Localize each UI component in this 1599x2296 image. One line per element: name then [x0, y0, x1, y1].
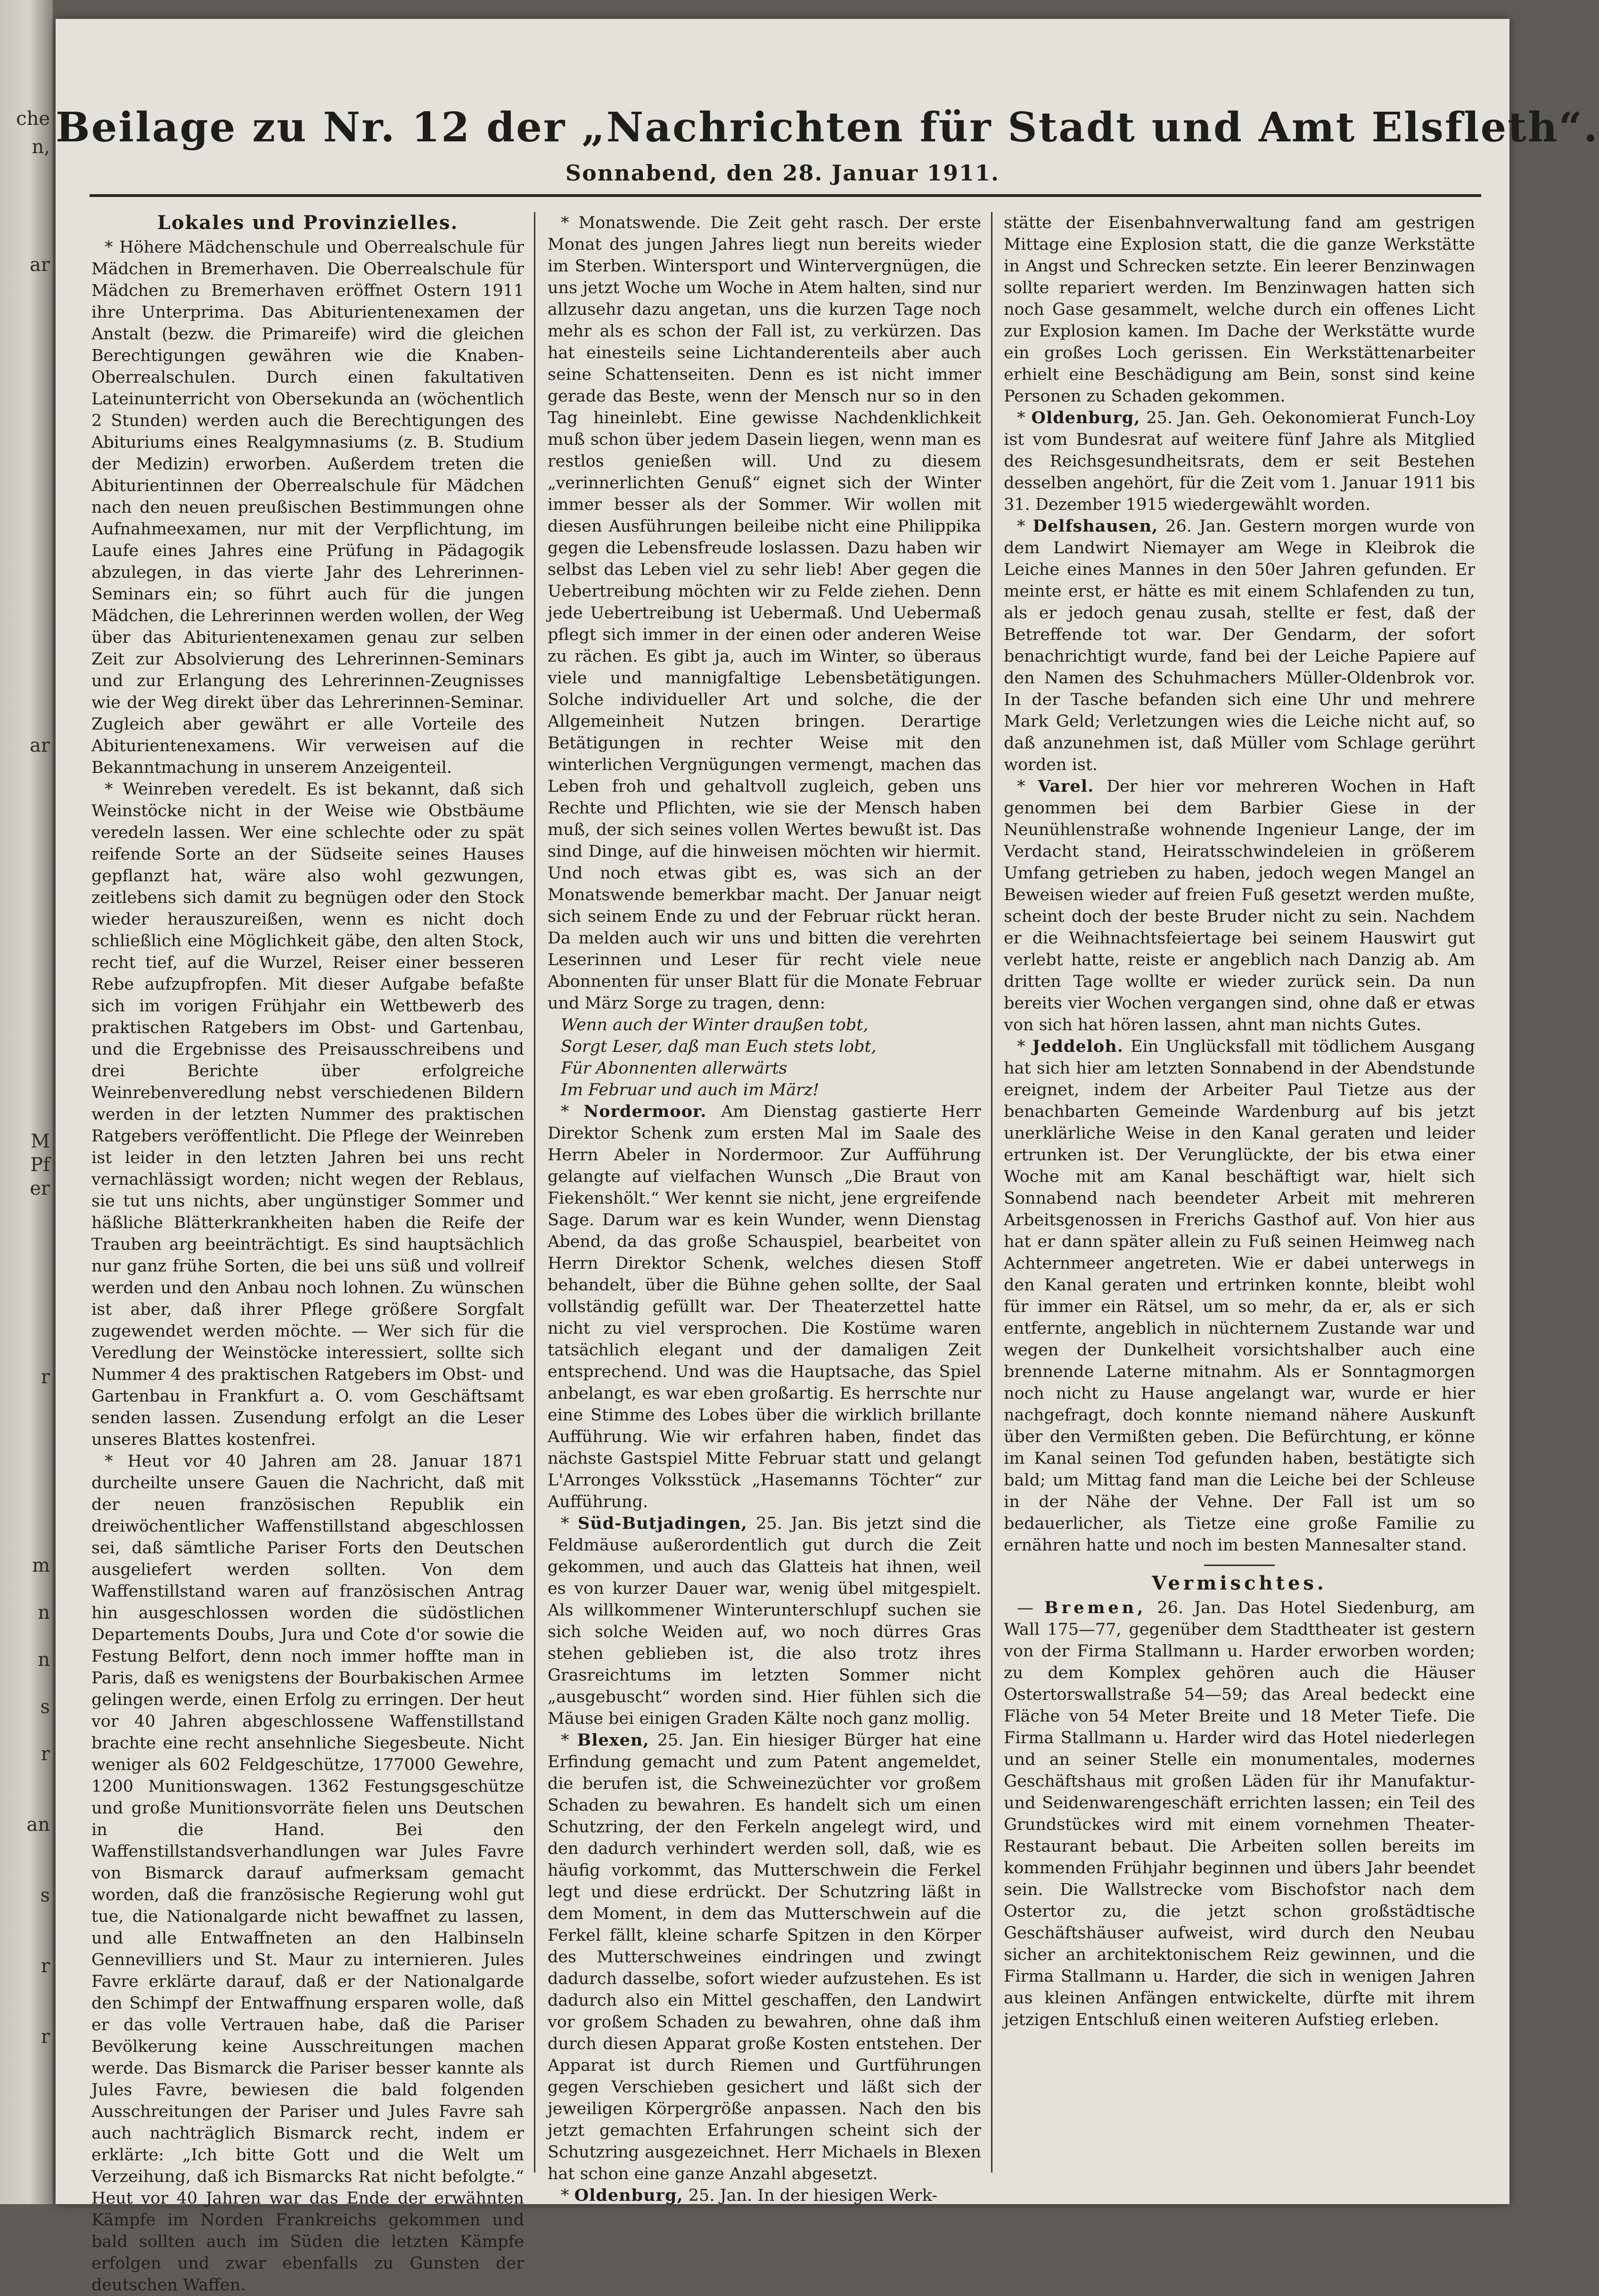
verse-line: Im Februar und auch im März! [561, 1081, 820, 1099]
section-title-local: Lokales und Provinzielles. [157, 212, 459, 234]
article-text: 26. Jan. Gestern morgen wurde von dem Landwirt Niemayer am Wege in Kleibrok die Leiche eines Mannes in den 50er Jahren gefunden. Er meinte erst, er hätte es mit einem Schlafenden zu tun, als er jedoch genau zusah, stellte er fest, daß der Betreffende tot war. Der Gendarm, der sofort benachrichtigt wurde, fand bei der Leiche Papiere auf den Namen des Schuhmachers Müller-Oldenbrok vor. In der Tasche befanden sich eine Uhr und mehrere Mark Geld; Verletzungen wies die Leiche nicht auf, so daß anzunehmen ist, daß Müller vom Schlage gerührt worden ist. [1004, 517, 1475, 774]
issue-date: Sonnabend, den 28. Januar 1911. [565, 160, 1000, 186]
dateline-place: Delfshausen, [1033, 517, 1158, 536]
article-jeddeloh: * Jeddeloh. Ein Unglücksfall mit tödlichem Ausgang hat sich hier am letzten Sonnabend in der Abendstunde ereignet, indem der Arbeiter Paul Tietze aus der benachbarten Gemeinde Wardenburg auf bis jetzt unerklärliche Weise in den Kanal geraten und leider ertrunken ist. Der Verunglückte, der bis etwa einer Woche mit am Kanal beschäftigt war, hielt sich Sonnabend nach beendeter Arbeit mit mehreren Arbeitsgenossen in Frerichs Gasthof auf. Von hier aus hat er dann später allein zu Fuß seinen Heimweg nach Achternmeer angetreten. Wie er dabei unterwegs in den Kanal geraten und ertrinken konnte, bleibt wohl für immer ein Rätsel, um so mehr, da er, als er sich entfernte, angeblich in nüchternem Zustande war und wegen der Dunkelheit vorsichtshalber auch eine brennende Laterne mitnahm. Als er Sonntagmorgen noch nicht zu Hause angelangt war, wurde er hier nachgefragt, doch konnte niemand nähere Auskunft über den Vermißten geben. Die Befürchtung, er könne im Kanal seinen Tod gefunden haben, bestätigte sich bald; um Mittag fand man die Leiche bei der Schleuse in der Nähe der Vehne. Der Fall ist um so bedauerlicher, als Tietze eine große Familie zu ernähren hatte und noch im besten Mannesalter stand. [1004, 1037, 1475, 1555]
dateline-place: Bremen, [1044, 1598, 1147, 1617]
article-varel: * Varel. Der hier vor mehreren Wochen in Haft genommen bei dem Barbier Giese in der Neunühlenstraße wohnende Ingenieur Lange, der im Verdacht stand, Heiratsschwindeleien in größerem Umfang getrieben zu haben, jedoch wegen Mangel an Beweisen wieder auf freien Fuß gesetzt werden mußte, scheint doch der beste Bruder nicht zu sein. Nachdem er die Weihnachtsfeiertage bei seinem Hauswirt gut verlebt hatte, reiste er angeblich nach Danzig ab. Am dritten Tage wollte er wieder zurück sein. Da nun bereits vier Wochen vergangen sind, ohne daß er etwas von sich hat hören lassen, ahnt man nichts Gutes. [1004, 777, 1475, 1034]
previous-page-edge [0, 0, 53, 2204]
article-text: 25. Jan. Bis jetzt sind die Feldmäuse außerordentlich gut durch die Zeit gekommen, und auch das Glatteis hat ihnen, weil es von kurzer Dauer war, wenig übel mitgespielt. Als willkommener Winterunterschlupf suchen sie sich solche Weiden auf, wo noch dürres Gras stehen geblieben ist, die also trotz ihres Grasreichtums im letzten Sommer nicht „ausgebuscht“ worden sind. Hier fühlen sich die Mäuse bei einigen Graden Kälte noch ganz mollig. [548, 1514, 981, 1728]
margin-fragment: r [41, 1743, 50, 1765]
header-rule [90, 194, 1481, 197]
margin-fragment: m [32, 1555, 50, 1576]
dateline-place: Blexen, [577, 1730, 649, 1750]
margin-fragment: M [31, 1131, 50, 1152]
margin-fragment: Pf [30, 1154, 50, 1176]
margin-fragment: che [16, 108, 50, 130]
dateline-place: Oldenburg, [574, 2186, 683, 2205]
article-text: 26. Jan. Das Hotel Siedenburg, am Wall 175—77, gegenüber dem Stadttheater ist gestern von der Firma Stallmann u. Harder erworben worden; zu dem Komplex gehören auch die Häuser Ostertorswallstraße 54—59; das Areal bedeckt eine Fläche von 54 Meter Breite und 18 Meter Tiefe. Die Firma Stallmann u. Harder wird das Hotel niederlegen und an seiner Stelle ein monumentales, modernes Geschäftshaus mit großen Läden für ihr Manufaktur- und Seidenwarengeschäft errichten lassen; ein Teil des Grundstückes wird mit einem vornehmen Theater-Restaurant bebaut. Die Arbeiten sollen bereits im kommenden Frühjahr beginnen und übers Jahr beendet sein. Die Wallstrecke vom Bischofstor nach dem Ostertor zu, die jetzt schon großstädtische Geschäftshäuser aufweist, wird durch den Neubau sicher an architektonischem Reiz gewinnen, und die Firma Stallmann u. Harder, die sich in wenigen Jahren aus kleinen Anfängen entwickelte, dürfte mit ihrem jetzigen Entschluß einen weiteren Aufstieg erleben. [1004, 1599, 1475, 2029]
article-maedchenschule: * Höhere Mädchenschule und Oberrealschule für Mädchen in Bremerhaven. Die Oberrealschule für Mädchen zu Bremerhaven eröffnet Ostern 1911 ihre Unterprima. Das Abiturientenexamen der Anstalt (bezw. die Primareife) wird die gleichen Berechtigungen gewähren wie die Knaben-Oberrealschulen. Durch einen fakultativen Lateinunterricht von Obersekunda an (wöchentlich 2 Stunden) werden auch die Berechtigungen des Abituriums eines Realgymnasiums (z. B. Studium der Medizin) erworben. Außerdem treten die Abiturientinnen der Oberrealschule für Mädchen nach den neuen preußischen Bestimmungen ohne Aufnahmeexamen, nur mit der Verpflichtung, im Laufe eines Jahres eine Prüfung in Pädagogik abzulegen, in das vierte Jahr des Lehrerinnen-Seminars ein; so führt auch für die jungen Mädchen, die Lehrerinnen werden wollen, der Weg über das Abiturientenexamen genau zur selben Zeit zur Absolvierung des Lehrerinnen-Seminars und zur Erlangung des Lehrerinnen-Zeugnisses wie der Weg direkt über das Lehrerinnen-Seminar. Zugleich aber gewährt er alle Vorteile des Abiturientenexamens. Wir verweisen auf die Bekanntmachung in unserem Anzeigenteil. [91, 238, 524, 777]
column-1 [91, 212, 524, 2295]
article-sued-butjadingen: * Süd-Butjadingen, 25. Jan. Bis jetzt sind die Feldmäuse außerordentlich gut durch die Zeit gekommen, und auch das Glatteis hat ihnen, weil es von kurzer Dauer war, wenig übel mitgespielt. Als willkommener Winterunterschlupf suchen sie sich solche Weiden auf, wo noch dürres Gras stehen geblieben ist, die also trotz ihres Grasreichtums im letzten Sommer nicht „ausgebuscht“ worden sind. Hier fühlen sich die Mäuse bei einigen Graden Kälte noch ganz mollig. [548, 1514, 981, 1728]
margin-fragment: n [38, 1649, 50, 1671]
margin-fragment: r [41, 2026, 50, 2048]
column-divider [991, 212, 992, 2173]
column-3 [1004, 212, 1475, 2173]
margin-fragment: n [38, 1602, 50, 1624]
margin-fragment: ar [30, 254, 50, 276]
article-bremen: — Bremen, 26. Jan. Das Hotel Siedenburg, am Wall 175—77, gegenüber dem Stadttheater ist gestern von der Firma Stallmann u. Harder erworben worden; zu dem Komplex gehören auch die Häuser Ostertorswallstraße 54—59; das Areal bedeckt eine Fläche von 54 Meter Breite und 18 Meter Tiefe. Die Firma Stallmann u. Harder wird das Hotel niederlegen und an seiner Stelle ein monumentales, modernes Geschäftshaus mit großen Läden für ihr Manufaktur- und Seidenwarengeschäft errichten lassen; ein Teil des Grundstückes wird mit einem vornehmen Theater-Restaurant bebaut. Die Arbeiten sollen bereits im kommenden Frühjahr beginnen und übers Jahr beendet sein. Die Wallstrecke vom Bischofstor nach dem Ostertor zu, die jetzt schon großstädtische Geschäftshäuser aufweist, wird durch den Neubau sicher an architektonischem Reiz gewinnen, und die Firma Stallmann u. Harder, die sich in wenigen Jahren aus kleinen Anfängen entwickelte, dürfte mit ihrem jetzigen Entschluß einen weiteren Aufstieg erleben. [1004, 1598, 1475, 2029]
newspaper-page [56, 19, 1599, 2295]
article-oldenburg-werkstatt: * Oldenburg, 25. Jan. In der hiesigen Werk- [561, 2186, 938, 2205]
section-divider [1204, 1565, 1275, 1566]
article-oldenburg-funch-loy: * Oldenburg, 25. Jan. Geh. Oekonomierat Funch-Loy ist vom Bundesrat auf weitere fünf Jahre als Mitglied des Reichsgesundheitsrats, dem er seit Bestehen desselben angehört, für die Zeit vom 1. Januar 1911 bis 31. Dezember 1915 wiedergewählt worden. [1004, 408, 1475, 514]
verse-line: Wenn auch der Winter draußen tobt, [561, 1016, 869, 1034]
verse-line: Sorgt Leser, daß man Euch stets lobt, [561, 1037, 877, 1056]
article-text: Der hier vor mehreren Wochen in Haft genommen bei dem Barbier Giese in der Neunühlenstraße wohnende Ingenieur Lange, der im Verdacht stand, Heiratsschwindeleien in größerem Umfang getrieben zu haben, jedoch wegen Mangel an Beweisen wieder auf freien Fuß gesetzt werden mußte, scheint doch der beste Bruder nicht zu sein. Nachdem er die Weihnachtsfeiertage bei seinem Hauswirt gut verlebt hatte, reiste er angeblich nach Danzig ab. Am dritten Tage wollte er wieder zurück sein. Da nun bereits vier Wochen vergangen sind, ohne daß er etwas von sich hat hören lassen, ahnt man nichts Gutes. [1004, 777, 1475, 1034]
article-text: 25. Jan. In der hiesigen Werk- [688, 2186, 938, 2205]
article-text: Am Dienstag gastierte Herr Direktor Schenk zum ersten Mal im Saale des Herrn Abeler in Nordermoor. Zur Aufführung gelangte auf vielfachen Wunsch „Die Braut von Fiekenshölt.“ Wer kennt sie nicht, jene ergreifende Sage. Darum war es kein Wunder, wenn Dienstag Abend, da das große Schauspiel, bearbeitet von Herrn Direktor Schenk, welches diesen Stoff behandelt, über die Bühne gehen sollte, der Saal vollständig gefüllt war. Der Theaterzettel hatte nicht zu viel versprochen. Die Kostüme waren tatsächlich elegant und der damaligen Zeit entsprechend. Und was die Hauptsache, das Spiel anbelangt, es war eben großartig. Es herrschte nur eine Stimme des Lobes über die wirklich brillante Aufführung. Wie wir erfahren haben, findet das nächste Gastspiel Mitte Februar statt und gelangt L'Arronges Volksstück „Hasemanns Töchter“ zur Aufführung. [548, 1102, 981, 1511]
margin-fragment: er [30, 1178, 50, 1199]
column-divider [534, 212, 535, 2173]
article-blexen: * Blexen, 25. Jan. Ein hiesiger Bürger hat eine Erfindung gemacht und zum Patent angemeldet, die berufen ist, die Schweinezüchter vor großem Schaden zu bewahren. Es handelt sich um einen Schutzring, der den Ferkeln angelegt wird, und den dadurch verhindert werden soll, daß, wie es häufig vorkommt, das Mutterschwein die Ferkel legt und diese erdrückt. Der Schutzring läßt in dem Moment, in dem das Mutterschwein auf die Ferkel fällt, kleine scharfe Spitzen in den Körper des Mutterschweines eindringen und zwingt dadurch dasselbe, sofort wieder aufzustehen. Es ist dadurch also ein Mittel geschaffen, den Landwirt vor großem Schaden zu bewahren, ohne daß ihm durch diesen Apparat große Kosten entstehen. Der Apparat ist durch Riemen und Gurtführungen gegen Verschieben gesichert und läßt sich der jeweiligen Körpergröße anpassen. Nach den bis jetzt gemachten Erfahrungen scheint sich der Schutzring ausgezeichnet. Herr Michaels in Blexen hat schon eine ganze Anzahl abgesetzt. [548, 1730, 981, 2183]
margin-fragment: s [40, 1696, 50, 1718]
margin-fragment: r [41, 1366, 50, 1388]
margin-fragment: n, [32, 136, 50, 158]
column-2 [548, 212, 981, 2205]
margin-fragment: r [41, 1955, 50, 1977]
dateline-place: Jeddeloh. [1032, 1037, 1123, 1056]
article-oldenburg-continued: stätte der Eisenbahnverwaltung fand am gestrigen Mittage eine Explosion statt, die die ganze Werkstätte in Angst und Schrecken setzte. Ein leerer Benzinwagen sollte repariert werden. Im Benzinwagen hatten sich noch Gase gesammelt, welche durch ein offenes Licht zur Explosion kamen. Im Dache der Werkstätte wurde ein großes Loch gerissen. Ein Werkstättenarbeiter erhielt eine Beschädigung am Bein, sonst sind keine Personen zu Schaden gekommen. [1004, 213, 1475, 406]
dateline-place: Varel. [1038, 777, 1094, 796]
margin-fragment: an [26, 1814, 50, 1836]
section-title-misc: Vermischtes. [1152, 1572, 1327, 1594]
margin-fragment: s [40, 1885, 50, 1906]
article-text: 25. Jan. Ein hiesiger Bürger hat eine Erfindung gemacht und zum Patent angemeldet, die berufen ist, die Schweinezüchter vor großem Schaden zu bewahren. Es handelt sich um einen Schutzring, der den Ferkeln angelegt wird, und den dadurch verhindert werden soll, daß, wie es häufig vorkommt, das Mutterschwein die Ferkel legt und diese erdrückt. Der Schutzring läßt in dem Moment, in dem das Mutterschwein auf die Ferkel fällt, kleine scharfe Spitzen in den Körper des Mutterschweines eindringen und zwingt dadurch dasselbe, sofort wieder aufzustehen. Es ist dadurch also ein Mittel geschaffen, den Landwirt vor großem Schaden zu bewahren, ohne daß ihm durch diesen Apparat große Kosten entstehen. Der Apparat ist durch Riemen und Gurtführungen gegen Verschieben gesichert und läßt sich der jeweiligen Körpergröße anpassen. Nach den bis jetzt gemachten Erfahrungen scheint sich der Schutzring ausgezeichnet. Herr Michaels in Blexen hat schon eine ganze Anzahl abgesetzt. [548, 1731, 981, 2183]
article-text: Ein Unglücksfall mit tödlichem Ausgang hat sich hier am letzten Sonnabend in der Abendstunde ereignet, indem der Arbeiter Paul Tietze aus der benachbarten Gemeinde Wardenburg auf bis jetzt unerklärliche Weise in den Kanal geraten und leider ertrunken ist. Der Verunglückte, der bis etwa einer Woche mit am Kanal beschäftigt war, hielt sich Sonnabend nach beendeter Arbeit mit mehreren Arbeitsgenossen in Frerichs Gasthof auf. Von hier aus hat er dann später allein zu Fuß seinen Heimweg nach Achternmeer angetreten. Wie er dabei unterwegs in den Kanal geraten und ertrinken konnte, bleibt wohl für immer ein Rätsel, um so mehr, da er, als er sich entfernte, angeblich in nüchternem Zustande war und wegen der Dunkelheit vorsichtshalber auch eine brennende Laterne mitnahm. Als er Sonntagmorgen noch nicht zu Hause angelangt war, wurde er hier nachgefragt, doch konnte niemand nähere Auskunft über den Vermißten geben. Die Befürchtung, er könne im Kanal seinen Tod gefunden haben, bestätigte sich bald; um Mittag fand man die Leiche bei der Schleuse in der Nähe der Vehne. Der Fall ist um so bedauerlicher, als Tietze eine große Familie zu ernähren hatte und noch im besten Mannesalter stand. [1004, 1037, 1475, 1555]
article-text: 25. Jan. Geh. Oekonomierat Funch-Loy ist vom Bundesrat auf weitere fünf Jahre als Mitglied des Reichsgesundheitsrats, dem er seit Bestehen desselben angehört, für die Zeit vom 1. Januar 1911 bis 31. Dezember 1915 wiedergewählt worden. [1004, 409, 1475, 514]
article-monatswende: * Monatswende. Die Zeit geht rasch. Der erste Monat des jungen Jahres liegt nun bereits wieder im Sterben. Wintersport und Wintervergnügen, die uns jetzt Woche um Woche in Atem halten, sind nur allzusehr dazu angetan, uns die kurzen Tage noch mehr als es schon der Fall ist, zu verkürzen. Das hat einesteils seine Lichtanderenteils aber auch seine Schattenseiten. Denn es ist nicht immer gerade das Beste, wenn der Mensch nur so in den Tag hineinlebt. Eine gewisse Nachdenklichkeit muß schon über jedem Dasein liegen, wenn man es restlos genießen will. Und zu diesem „verinnerlichten Genuß“ eignet sich der Winter immer besser als der Sommer. Wir wollen mit diesen Ausführungen beileibe nicht eine Philippika gegen die Lebensfreude loslassen. Dazu haben wir selbst das Leben viel zu sehr lieb! Aber gegen die Uebertreibung möchten wir zu Felde ziehen. Denn jede Uebertreibung ist Uebermaß. Und Uebermaß pflegt sich immer in der einen oder anderen Weise zu rächen. Es gibt ja, auch im Winter, so überaus viele und mannigfaltige Lebensbetätigungen. Solche individueller Art und solche, die der Allgemeinheit Nutzen bringen. Derartige Betätigungen in rechter Weise mit den winterlichen Vergnügungen vermengt, machen das Leben froh und gehaltvoll zugleich, geben uns Rechte und Pflichten, wie sie der Mensch haben muß, der sich seines vollen Wertes bewußt ist. Das sind Dinge, auf die hinweisen möchten wir hiermit. Und noch etwas gibt es, was sich an der Monatswende bemerkbar macht. Der Januar neigt sich seinem Ende zu und der Februar rückt heran. Da melden auch wir uns und bitten die verehrten Leserinnen und Leser für recht viele neue Abonnenten für unser Blatt für die Monate Februar und März Sorge zu tragen, denn: [548, 213, 981, 1013]
dateline-place: Nordermoor. [583, 1102, 707, 1121]
article-delfshausen: * Delfshausen, 26. Jan. Gestern morgen wurde von dem Landwirt Niemayer am Wege in Kleibrok die Leiche eines Mannes in den 50er Jahren gefunden. Er meinte erst, er hätte es mit einem Schlafenden zu tun, als er jedoch genau zusah, stellte er fest, daß der Betreffende tot war. Der Gendarm, der sofort benachrichtigt wurde, fand bei der Leiche Papiere auf den Namen des Schuhmachers Müller-Oldenbrok vor. In der Tasche befanden sich eine Uhr und mehrere Mark Geld; Verletzungen wies die Leiche nicht auf, so daß anzunehmen ist, daß Müller vom Schlage gerührt worden ist. [1004, 517, 1475, 774]
margin-fragment: ar [30, 735, 50, 756]
article-weinreben: * Weinreben veredelt. Es ist bekannt, daß sich Weinstöcke nicht in der Weise wie Obstbäume veredeln lassen. Wer eine schlechte oder zu spät reifende Sorte an der Südseite seines Hauses gepflanzt hat, wäre also wohl gezwungen, zeitlebens sich damit zu begnügen oder den Stock wieder herauszureißen, wenn es nicht doch schließlich eine Möglichkeit gäbe, den alten Stock, recht tief, auf die Wurzel, Reiser einer besseren Rebe aufzupfropfen. Mit dieser Aufgabe befaßte sich im vorigen Frühjahr ein Wettbewerb des praktischen Ratgebers im Obst- und Gartenbau, und die Ergebnisse des Preisausschreibens und drei Berichte über erfolgreiche Weinrebenveredlung nebst verschiedenen Bildern werden in der letzten Nummer des praktischen Ratgebers veröffentlicht. Die Pflege der Weinreben ist leider in den letzten Jahren bei uns recht vernachlässigt worden; nicht wegen der Reblaus, sie tut uns nichts, aber ungünstiger Sommer und häßliche Blätterkrankheiten haben die Reife der Trauben arg beeinträchtigt. Es sind hauptsächlich nur ganz frühe Sorten, die bei uns süß und vollreif werden und den Anbau noch lohnen. Zu wünschen ist aber, daß ihrer Pflege größere Sorgfalt zugewendet werden möchte. — Wer sich für die Veredlung der Weinstöcke interessiert, sollte sich Nummer 4 des praktischen Ratgebers im Obst- und Gartenbau in Frankfurt a. O. vom Geschäftsamt senden lassen. Zusendung erfolgt an die Leser unseres Blattes kostenfrei. [91, 780, 524, 1449]
article-heut-vor-40-jahren: * Heut vor 40 Jahren am 28. Januar 1871 durcheilte unsere Gauen die Nachricht, daß mit der neuen französischen Republik ein dreiwöchentlicher Waffenstillstand abgeschlossen sei, daß sämtliche Pariser Forts den Deutschen ausgeliefert werden sollten. Von dem Waffenstillstand waren auf französischen Antrag hin ausgeschlossen worden die südöstlichen Departements Doubs, Jura und Cote d'or sowie die Festung Belfort, denn noch immer hoffte man in Paris, daß es wenigstens der Bourbakischen Armee gelingen werde, einen Erfolg zu erringen. Der heut vor 40 Jahren abgeschlossene Waffenstillstand brachte eine recht ansehnliche Siegesbeute. Nicht weniger als 602 Feldgeschütze, 177000 Gewehre, 1200 Munitionswagen. 1362 Festungsgeschütze und große Munitionsvorräte fielen uns Deutschen in die Hand. Bei den Waffenstillstandsverhandlungen war Jules Favre von Bismarck darauf aufmerksam gemacht worden, daß die französische Regierung wohl gut tue, die Nationalgarde nicht bewaffnet zu lassen, und alle Entwaffneten an den Halbinseln Gennevilliers und St. Maur zu internieren. Jules Favre erklärte darauf, daß er der Nationalgarde den Schimpf der Entwaffnung ersparen wolle, daß er das volle Vertrauen habe, daß die Pariser Bevölkerung keine Ausschreitungen machen werde. Das Bismarck die Pariser besser kannte als Jules Favre, bewiesen die bald folgenden Ausschreitungen der Pariser und Jules Favre sah auch nachträglich Bismarck recht, indem er erklärte: „Ich bitte Gott und die Welt um Verzeihung, daß ich Bismarcks Rat nicht befolgte.“ Heut vor 40 Jahren war das Ende der erwähnten Kämpfe im Norden Frankreichs gekommen und bald sollten auch im Süden die letzten Kämpfe erfolgen und zwar ebenfalls zu Gunsten der deutschen Waffen. [91, 1452, 524, 2295]
article-nordermoor: * Nordermoor. Am Dienstag gastierte Herr Direktor Schenk zum ersten Mal im Saale des Herrn Abeler in Nordermoor. Zur Aufführung gelangte auf vielfachen Wunsch „Die Braut von Fiekenshölt.“ Wer kennt sie nicht, jene ergreifende Sage. Darum war es kein Wunder, wenn Dienstag Abend, da das große Schauspiel, bearbeitet von Herrn Direktor Schenk, welches diesen Stoff behandelt, über die Bühne gehen sollte, der Saal vollständig gefüllt war. Der Theaterzettel hatte nicht zu viel versprochen. Die Kostüme waren tatsächlich elegant und der damaligen Zeit entsprechend. Und was die Hauptsache, das Spiel anbelangt, es war eben großartig. Es herrschte nur eine Stimme des Lobes über die wirklich brillante Aufführung. Wie wir erfahren haben, findet das nächste Gastspiel Mitte Februar statt und gelangt L'Arronges Volksstück „Hasemanns Töchter“ zur Aufführung. [548, 1102, 981, 1511]
verse-line: Für Abonnenten allerwärts [561, 1059, 787, 1078]
dateline-place: Oldenburg, [1031, 408, 1140, 427]
page-title: Beilage zu Nr. 12 der „Nachrichten für Stadt und Amt Elsfleth“. [56, 104, 1599, 151]
dateline-place: Süd-Butjadingen, [577, 1514, 747, 1533]
